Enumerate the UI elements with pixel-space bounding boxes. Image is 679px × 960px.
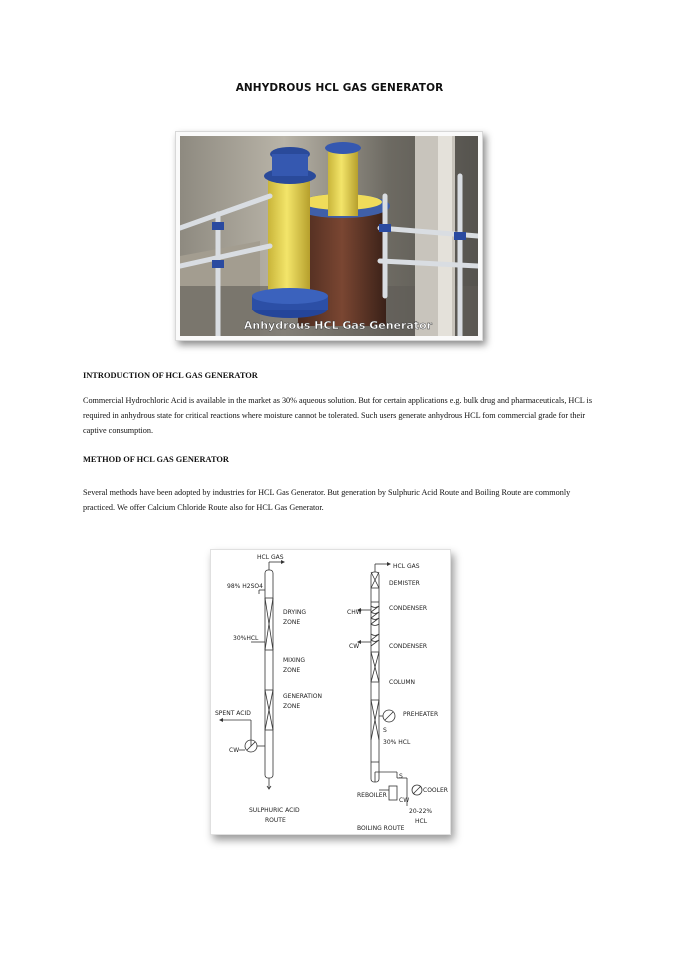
- column-label: COLUMN: [389, 679, 416, 686]
- h2so4-label: 98% H2SO4: [227, 583, 263, 590]
- reboiler-label: REBOILER: [357, 792, 387, 799]
- generator-photo: [175, 131, 483, 341]
- sulphuric-hcl-gas-label: HCL GAS: [257, 554, 284, 561]
- method-heading: METHOD OF HCL GAS GENERATOR: [83, 455, 229, 464]
- reboiler-cw-label: CW: [399, 797, 410, 804]
- generation-zone-label: ZONE: [283, 703, 301, 710]
- hcl-2022-label: 20-22%: [409, 808, 433, 815]
- drying-zone-label: ZONE: [283, 619, 301, 626]
- sulphuric-cw-label: CW: [229, 747, 240, 754]
- process-diagram-drawing: [211, 550, 450, 834]
- photo-caption: Anhydrous HCL Gas Generator: [243, 319, 433, 332]
- mixing-zone-label: ZONE: [283, 667, 301, 674]
- hcl-2022-unit-label: HCL: [415, 818, 428, 825]
- generation-label: GENERATION: [283, 693, 322, 700]
- boiling-cw-label: CW: [349, 643, 360, 650]
- cooler-label: COOLER: [423, 787, 448, 794]
- drying-label: DRYING: [283, 609, 306, 616]
- process-diagram: [210, 549, 451, 835]
- page-title: ANHYDROUS HCL GAS GENERATOR: [235, 82, 444, 94]
- intro-heading: INTRODUCTION OF HCL GAS GENERATOR: [83, 371, 258, 380]
- condenser1-label: CONDENSER: [389, 605, 428, 612]
- method-paragraph: Several methods have been adopted by industries for HCL Gas Generator. But generation by Sulphuric Acid Route and Boiling Route are commonly practiced. We offer Calcium Chloride Route also for HCL Gas Generator.: [83, 488, 571, 513]
- sulphuric-route-line1: SULPHURIC ACID: [249, 807, 300, 814]
- sulphuric-30hcl-label: 30%HCL: [233, 635, 259, 642]
- sulphuric-column: [265, 570, 273, 778]
- sulphuric-route-line2: ROUTE: [265, 817, 286, 824]
- intro-paragraph: Commercial Hydrochloric Acid is available in the market as 30% aqueous solution. But for certain applications e.g. bulk drug and pharmaceuticals, HCL is required in anhydrous state for critical reactions where moisture cannot be tolerated. Such users generate anhydrous HCL fom commercial grade for their captive consumption.: [83, 396, 593, 436]
- boiling-route-label: BOILING ROUTE: [357, 825, 405, 832]
- generator-photo-illustration: [180, 136, 478, 336]
- mixing-label: MIXING: [283, 657, 305, 664]
- spent-acid-label: SPENT ACID: [215, 710, 251, 717]
- demister-label: DEMISTER: [389, 580, 420, 587]
- chw-label: CHW: [347, 609, 362, 616]
- cooler-s-label: S: [399, 773, 403, 780]
- boiling-hcl-gas-label: HCL GAS: [393, 563, 420, 570]
- preheater-s-label: S: [383, 727, 387, 734]
- boiling-30hcl-label: 30% HCL: [383, 739, 411, 746]
- preheater-label: PREHEATER: [403, 711, 439, 718]
- condenser2-label: CONDENSER: [389, 643, 428, 650]
